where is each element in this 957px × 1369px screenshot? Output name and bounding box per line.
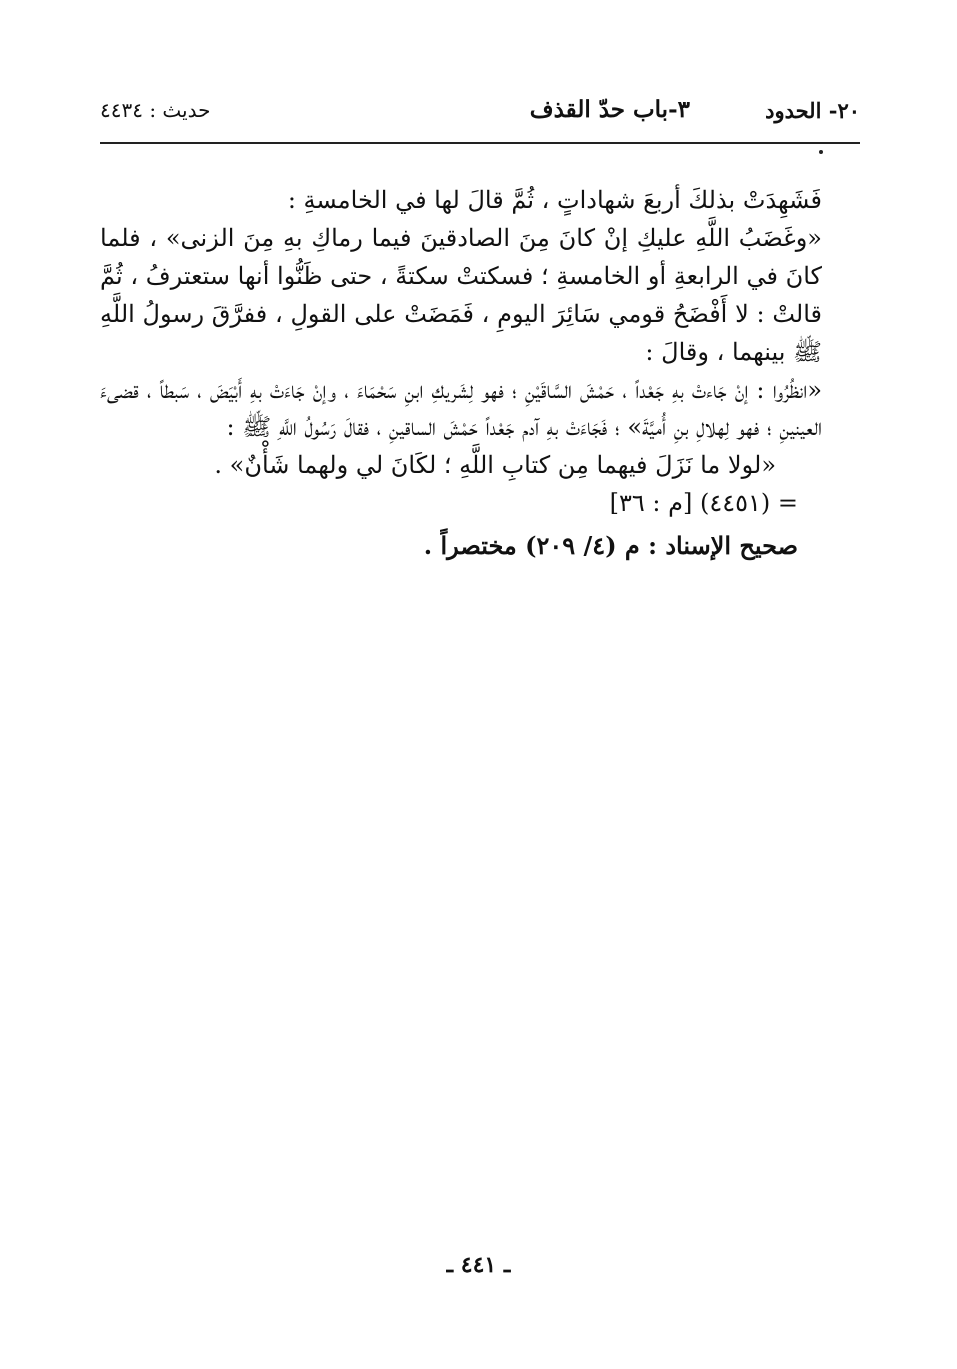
header-divider [100,142,860,144]
paragraph-prophet-statement: «انظُرُوا : إنْ جَاءتْ بهِ جَعْداً ، حَمْشَ السَّاقَيْنِ ؛ فهو لِشَريكِ ابنِ سَحْمَاءَ ، وإنْ جَاءَتْ بهِ أَبْيَضَ ، سَبطاً ، قضىءَ العينينِ ؛ فهو لِهلالِ بنِ أُميَّةَ» ؛ فَجَاءَتْ بهِ آدم جَعْداً حَمْشَ الساقينِ ، فقالَ رَسُولُ اللَّهِ ﷺ : [100,375,822,442]
hadith-number: حديث : ٤٤٣٤ [100,98,211,122]
chapter-title: ٢٠- الحدود [765,98,860,123]
page-number: ـ ٤٤١ ـ [446,1252,511,1278]
page-header [100,98,860,138]
divider-dot [819,150,823,154]
paragraph-oath: «وغَضَبُ اللَّهِ عليكِ إنْ كانَ مِنَ الصادقينَ فيما رماكِ بهِ مِنَ الزنى» ، فلما كانَ في الرابعةِ أو الخامسةِ ؛ فسكتتْ سكتةً ، حتى ظَنُّوا أنها ستعترفُ ، ثُمَّ قالتْ : لا أَفْضَحُ قومي سَائِرَ اليومِ ، فَمَضَتْ على القولِ ، ففرَّقَ رسولُ اللَّهِ ﷺ بينهما ، وقالَ : [100,223,822,366]
hadith-text [100,182,860,565]
cross-reference: = (٤٤٥١) [م : ٣٦] [609,489,798,518]
section-title: ٣-باب حدّ القذف [529,96,690,123]
paragraph-conclusion: «لولا ما نَزَلَ فيهما مِن كتابِ اللَّهِ ؛ لكَانَ لي ولهما شَأْنٌ» . [214,451,776,480]
paragraph-testimony: فَشَهِدَتْ بذلكَ أربعَ شهاداتٍ ، ثُمَّ قالَ لها في الخامسةِ : [287,186,822,214]
isnad-grade: صحيح الإسناد : م (٤/ ٢٠٩) مختصراً . [423,531,798,561]
